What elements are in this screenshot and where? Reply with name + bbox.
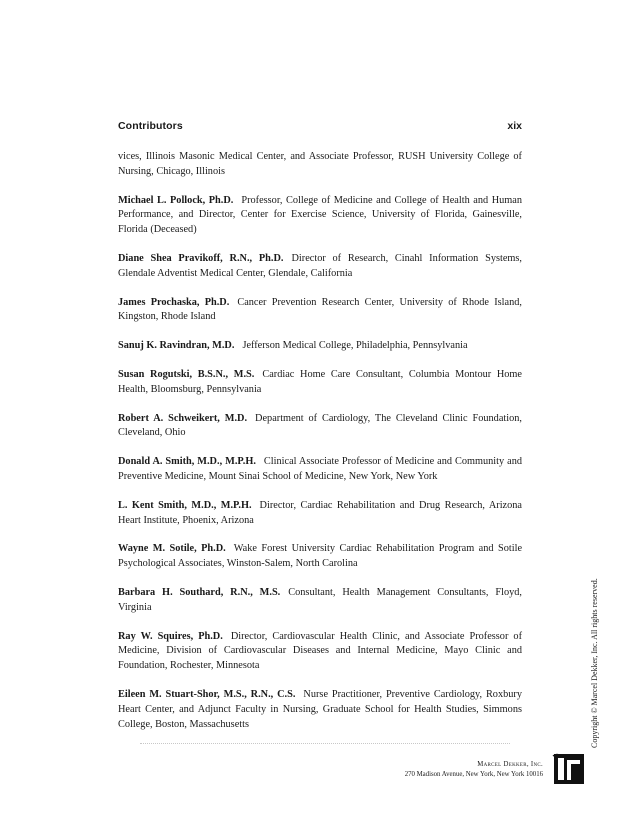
- contributor-entry: [118, 455, 522, 485]
- contributor-name: Donald A. Smith, M.D., M.P.H.: [118, 456, 256, 468]
- page-header: [118, 120, 522, 132]
- contributor-entry: [118, 630, 522, 674]
- publisher-imprint: [405, 760, 543, 779]
- contributor-name: Eileen M. Stuart-Shor, M.S., R.N., C.S.: [118, 688, 296, 700]
- contributor-name: L. Kent Smith, M.D., M.P.H.: [118, 499, 252, 511]
- contributor-affiliation: Cancer Prevention Research Center, University of Rhode Island, Kingston, Rhode Island: [118, 296, 522, 323]
- contributor-affiliation: Jefferson Medical College, Philadelphia, Pennsylvania: [242, 340, 468, 352]
- contributor-name: Ray W. Squires, Ph.D.: [118, 630, 223, 642]
- contributor-entry: [118, 688, 522, 732]
- footer-divider: [140, 743, 510, 744]
- contributor-affiliation: Nurse Practitioner, Preventive Cardiology, Roxbury Heart Center, and Adjunct Faculty in Nursing, Graduate School for Health Studies, Simmons College, Boston, Massachusetts: [118, 688, 522, 730]
- contributor-name: James Prochaska, Ph.D.: [118, 296, 230, 308]
- contributor-affiliation: Director, Cardiovascular Health Clinic, and Associate Professor of Medicine, Division of Cardiovascular Diseases and Internal Medicine, Mayo Clinic and Foundation, Rochester, Minnesota: [118, 630, 523, 672]
- contributor-name: Diane Shea Pravikoff, R.N., Ph.D.: [118, 252, 284, 264]
- contributor-entry: [118, 252, 522, 282]
- contributor-affiliation: Department of Cardiology, The Cleveland Clinic Foundation, Cleveland, Ohio: [118, 412, 522, 439]
- contributor-name: Susan Rogutski, B.S.N., M.S.: [118, 368, 255, 380]
- publisher-logo-icon: [552, 752, 586, 786]
- contributor-affiliation: Professor, College of Medicine and College of Health and Human Performance, and Director, Center for Exercise Science, University of Florida, Gainesville, Florida (Deceased): [118, 194, 523, 236]
- contributor-name: Barbara H. Southard, R.N., M.S.: [118, 586, 281, 598]
- contributor-entry: [118, 368, 522, 398]
- contributor-entry: [118, 296, 522, 326]
- contributors-list: [118, 150, 522, 746]
- page-number: xix: [507, 120, 522, 132]
- contributor-affiliation: Wake Forest University Cardiac Rehabilitation Program and Sotile Psychological Associates, Winston-Salem, North Carolina: [118, 543, 523, 570]
- contributor-name: Sanuj K. Ravindran, M.D.: [118, 340, 235, 352]
- contributor-entry: [118, 339, 522, 354]
- contributor-affiliation: Director of Research, Cinahl Information Systems, Glendale Adventist Medical Center, Glendale, California: [118, 252, 522, 279]
- contributor-entry: [118, 586, 522, 616]
- publisher-name: Marcel Dekker, Inc.: [477, 761, 543, 768]
- contributor-name: Wayne M. Sotile, Ph.D.: [118, 543, 226, 555]
- contributor-entry: [118, 542, 522, 572]
- running-title: Contributors: [118, 120, 183, 132]
- contributor-affiliation: Consultant, Health Management Consultants, Floyd, Virginia: [118, 586, 522, 613]
- contributor-name: Robert A. Schweikert, M.D.: [118, 412, 248, 424]
- publisher-address: 270 Madison Avenue, New York, New York 10016: [404, 770, 543, 778]
- contributor-affiliation: Director, Cardiac Rehabilitation and Drug Research, Arizona Heart Institute, Phoenix, Arizona: [118, 499, 522, 526]
- contributor-affiliation: Clinical Associate Professor of Medicine and Community and Preventive Medicine, Mount Sinai School of Medicine, New York, New York: [118, 456, 522, 482]
- contributor-entry: [118, 412, 522, 442]
- copyright-notice: Copyright © Marcel Dekker, Inc. All rights reserved.: [590, 578, 599, 748]
- contributor-entry: [118, 194, 522, 238]
- contributor-affiliation: Cardiac Home Care Consultant, Columbia Montour Home Health, Bloomsburg, Pennsylvania: [118, 368, 523, 395]
- continuation-text: vices, Illinois Masonic Medical Center, and Associate Professor, RUSH University College of Nursing, Chicago, Illinois: [118, 151, 522, 177]
- contributor-name: Michael L. Pollock, Ph.D.: [118, 194, 234, 206]
- contributor-entry: [118, 499, 522, 529]
